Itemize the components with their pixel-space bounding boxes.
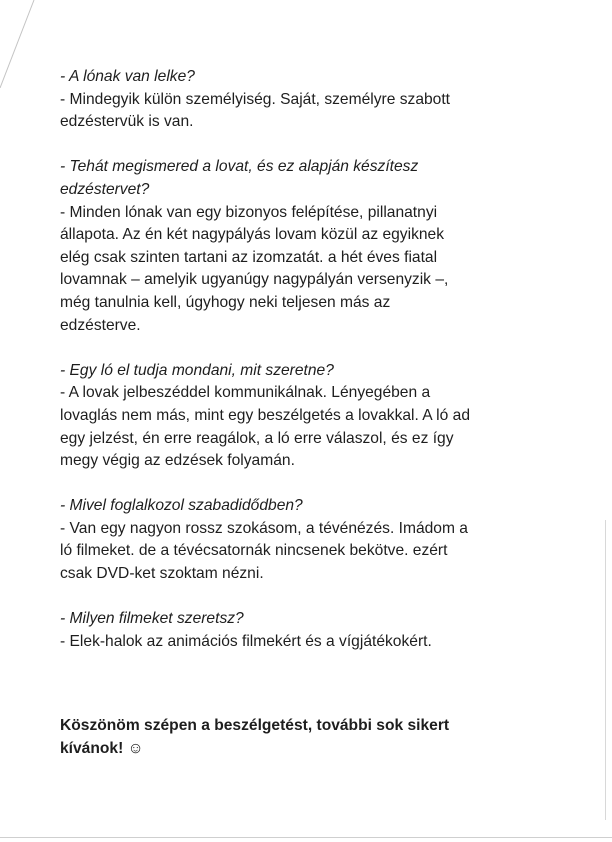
answer-line: lovamnak – amelyik ugyanúgy nagypályán versenyzik –,: [60, 271, 449, 289]
qa-block: [60, 608, 560, 653]
scan-edge-right: [605, 520, 606, 820]
answer-line: edzéstervük is van.: [60, 113, 194, 131]
qa-block: [60, 66, 560, 134]
answer-line: még tanulnia kell, úgyhogy neki teljesen más az: [60, 293, 391, 311]
scan-edge-bottom: [0, 837, 612, 838]
interview-text: [60, 66, 560, 676]
answer-line: - Mindegyik külön személyiség. Saját, személyre szabott: [60, 90, 451, 108]
closing-line: Köszönöm szépen a beszélgetést, további sok sikert: [60, 717, 450, 734]
closing-remark: [60, 714, 560, 760]
answer-line: lovaglás nem más, mint egy beszélgetés a lovakkal. A ló ad: [60, 406, 470, 424]
question-line: - Milyen filmeket szeretsz?: [60, 610, 244, 628]
answer-line: - Elek-halok az animációs filmekért és a vígjátékokért.: [60, 632, 432, 650]
answer-line: - Van egy nagyon rossz szokásom, a tévénézés. Imádom a: [60, 519, 468, 537]
qa-block: [60, 360, 560, 473]
answer-line: csak DVD-ket szoktam nézni.: [60, 565, 264, 583]
qa-block: [60, 156, 560, 337]
scan-corner-line: [0, 0, 40, 88]
closing-line: kívánok! ☺: [60, 740, 144, 757]
answer-line: - Minden lónak van egy bizonyos felépítése, pillanatnyi: [60, 203, 438, 221]
answer-line: ló filmeket. de a tévécsatornák nincsenek bekötve. ezért: [60, 542, 448, 560]
answer-line: megy végig az edzések folyamán.: [60, 452, 295, 470]
answer-line: edzésterve.: [60, 316, 141, 334]
question-line: - A lónak van lelke?: [60, 68, 195, 85]
question-line: - Tehát megismered a lovat, és ez alapján készítesz: [60, 158, 419, 176]
answer-line: elég csak szinten tartani az izomzatát. a hét éves fiatal: [60, 248, 438, 266]
question-line: - Egy ló el tudja mondani, mit szeretne?: [60, 361, 334, 379]
question-line: - Mivel foglalkozol szabadidődben?: [60, 497, 303, 515]
question-line: edzéstervet?: [60, 180, 150, 198]
qa-block: [60, 495, 560, 585]
answer-line: egy jelzést, én erre reagálok, a ló erre válaszol, és ez így: [60, 429, 454, 447]
answer-line: állapota. Az én két nagypályás lovam közül az egyiknek: [60, 226, 445, 244]
answer-line: - A lovak jelbeszéddel kommunikálnak. Lényegében a: [60, 384, 431, 402]
